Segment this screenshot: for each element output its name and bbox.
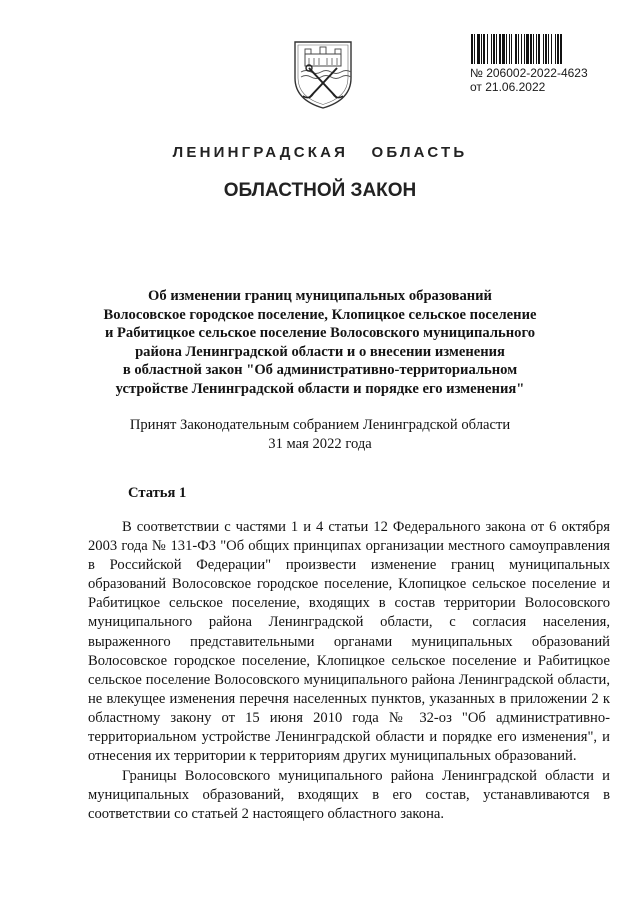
- barcode-bar: [474, 34, 475, 64]
- law-title-line: района Ленинградской области и о внесении изменения: [135, 343, 505, 360]
- law-title-line: устройстве Ленинградской области и порядке его изменения": [115, 380, 525, 397]
- barcode-bar: [518, 34, 519, 64]
- barcode-bar: [560, 34, 562, 64]
- coat-of-arms-icon: [291, 38, 355, 110]
- barcode-bar: [487, 34, 488, 64]
- document-type-heading: ОБЛАСТНОЙ ЗАКОН: [223, 180, 417, 201]
- region-heading: ЛЕНИНГРАДСКАЯ ОБЛАСТЬ: [172, 144, 468, 161]
- barcode-bar: [538, 34, 540, 64]
- adoption-body: Принят Законодательным собранием Ленинградской области: [129, 417, 511, 433]
- barcode-bar: [493, 34, 495, 64]
- registration-stamp: [470, 34, 618, 94]
- barcode-bar: [548, 34, 549, 64]
- barcode-bar: [533, 34, 534, 64]
- barcode-bar: [515, 34, 517, 64]
- barcode-bar: [551, 34, 552, 64]
- article-paragraph: Границы Волосовского муниципального района Ленинградской области и муниципальных образований, входящих в его состав, устанавливаются в соответствии со статьей 2 настоящего областного закона.: [88, 768, 610, 823]
- barcode-bar: [496, 34, 497, 64]
- law-title-line: в областной закон "Об административно-территориальном: [122, 362, 518, 379]
- barcode-bar: [530, 34, 532, 64]
- barcode-bar: [521, 34, 522, 64]
- barcode-bar: [536, 34, 537, 64]
- barcode-bar: [545, 34, 547, 64]
- barcode-bar: [502, 34, 505, 64]
- barcode-bar: [526, 34, 529, 64]
- adoption-date: 31 мая 2022 года: [268, 436, 372, 452]
- article-paragraph: В соответствии с частями 1 и 4 статьи 12 Федерального закона от 6 октября 2003 года № 131-ФЗ "Об общих принципах организации местного самоуправления в Российской Федерации" произвести изменение границ муниципальных образований Волосовское городское поселение, Клопицкое сельское поселение и Рабитицкое сельское поселение, входящих в состав территории Волосовского муниципального района Ленинградской области, с согласия населения, выраженного представительными органами муниципальных образований Волосовское городское поселение, Клопицкое сельское поселение и Рабитицкое сельское поселение Волосовского муниципального района Ленинградской области, не влекущее изменения перечня населенных пунктов, указанных в приложении 2 к областному закону от 15 июня 2010 года № 32-оз "Об административно-территориальном устройстве Ленинградской области и порядке его изменения", и отнесения их территории к территориям других муниципальных образований.: [88, 519, 610, 765]
- barcode-bar: [509, 34, 510, 64]
- registration-number: № 206002-2022-4623: [470, 66, 588, 80]
- barcode-bar: [483, 34, 485, 64]
- law-title-line: и Рабитицкое сельское поселение Волосовского муниципального: [104, 325, 536, 342]
- barcode-bar: [557, 34, 559, 64]
- law-title: [100, 287, 540, 399]
- law-title-line: Волосовское городское поселение, Клопицкое сельское поселение: [103, 306, 537, 323]
- barcode-bar: [511, 34, 512, 64]
- barcode-bar: [524, 34, 525, 64]
- barcode-bar: [506, 34, 507, 64]
- barcode-bar: [555, 34, 556, 64]
- barcode-icon: [470, 34, 614, 64]
- barcode-bar: [499, 34, 501, 64]
- registration-date: от 21.06.2022: [470, 80, 546, 94]
- law-title-line: Об изменении границ муниципальных образований: [148, 288, 492, 304]
- article-heading: Статья 1: [128, 485, 187, 501]
- barcode-bar: [491, 34, 492, 64]
- barcode-bar: [481, 34, 482, 64]
- adoption-note: [100, 416, 540, 454]
- barcode-bar: [471, 34, 473, 64]
- barcode-bar: [543, 34, 544, 64]
- article-body: [88, 518, 610, 825]
- barcode-bar: [477, 34, 480, 64]
